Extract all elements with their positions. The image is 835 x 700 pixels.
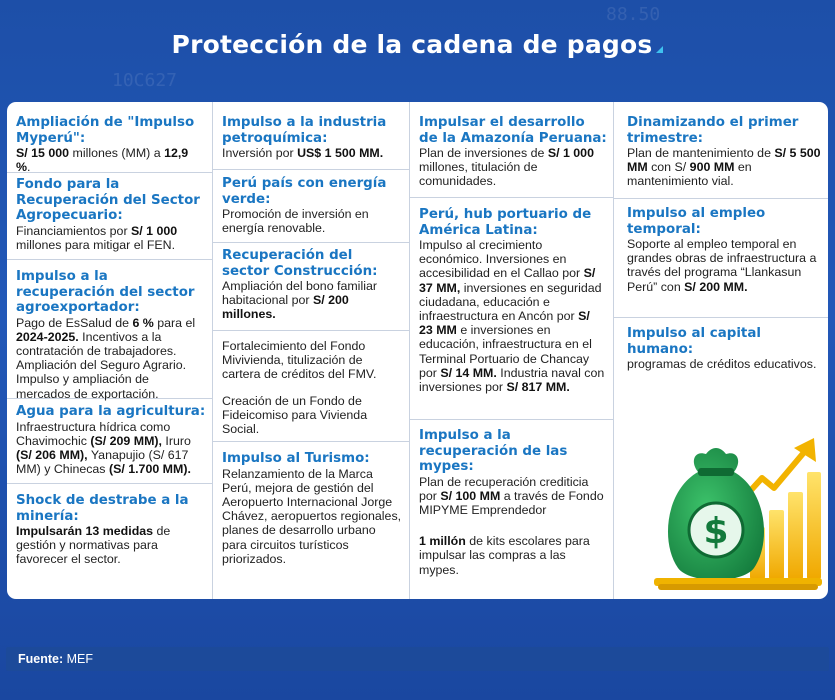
card-heading: Impulso a la industria petroquímica:: [222, 115, 387, 146]
column-2: [213, 102, 410, 599]
card-body: Plan de mantenimiento de S/ 5 500 MM con S/ 900 MM en mantenimiento vial.: [627, 146, 821, 189]
card-body: S/ 15 000 millones (MM) a 12,9 %.: [16, 146, 189, 175]
card-heading: Fondo para la Recuperación del Sector Agropecuario:: [16, 177, 200, 223]
card-fondo-mivivienda: [213, 332, 409, 442]
card-body: Inversión por US$ 1 500 MM.: [222, 146, 384, 160]
card-heading: Ampliación de "Impulso Myperú":: [16, 115, 195, 146]
card-heading: Impulso a la recuperación del sector agroexportador:: [16, 269, 195, 315]
card-body: Soporte al empleo temporal en grandes obras de infraestructura a través del programa “Llankasun Perú” con S/ 200 MM.: [627, 237, 817, 294]
card-body: Promoción de inversión en energía renovable.: [222, 207, 369, 236]
card-body: Infraestructura hídrica como Chavimochic (S/ 209 MM), Iruro (S/ 206 MM), Yanapujio (S/ 617 MM) y Chinecas (S/ 1.700 MM).: [16, 419, 191, 477]
money-bag-growth-illustration: [654, 432, 824, 592]
growth-bar: [769, 510, 784, 579]
card-impulso-myperu: [7, 115, 212, 173]
column-1: [7, 102, 213, 599]
card-body: programas de créditos educativos.: [627, 357, 817, 371]
triangle-accent-icon: [656, 46, 663, 53]
card-hub-portuario: [410, 199, 613, 420]
card-heading: Perú país con energía verde:: [222, 176, 387, 207]
card-heading: Impulso a la recuperación de las mypes:: [419, 428, 568, 474]
card-heading: Shock de destrabe a la minería:: [16, 493, 189, 524]
column-3: [410, 102, 614, 599]
card-mypes: [410, 421, 613, 591]
card-body: Plan de inversiones de S/ 1 000 millones, titulación de comunidades.: [419, 146, 594, 189]
source-footer: [6, 647, 829, 671]
source-text: Fuente: MEF: [18, 652, 94, 666]
card-amazonia: [410, 115, 613, 198]
card-body: Pago de EsSalud de 6 % para el 2024-2025. Incentivos a la contratación de trabajadores. Ampliación del Seguro Agrario. Impulso y ampliación de mercados de exportación.: [16, 315, 196, 401]
card-primer-trimestre: [614, 115, 828, 199]
card-body: Fortalecimiento del Fondo Mivivienda, titulización de cartera de créditos del FMV.: [222, 339, 377, 382]
column-4: [614, 102, 828, 599]
bag-tie: [698, 468, 734, 476]
coin-stack: [658, 584, 818, 590]
content-panel: [7, 102, 828, 599]
card-body: Relanzamiento de la Marca Perú, mejora de gestión del Aeropuerto Internacional Jorge Chávez, aeropuertos regionales, planes de desarrollo urbano para circuitos turísticos priorizados.: [222, 466, 402, 566]
card-body: Ampliación del bono familiar habitacional por S/ 200 millones.: [222, 279, 377, 322]
background-number: 10C627: [112, 70, 178, 91]
card-body: Plan de recuperación crediticia por S/ 100 MM a través de Fondo MIPYME Emprendedor: [419, 474, 604, 517]
card-capital-humano: [614, 319, 828, 399]
dollar-icon: $: [703, 511, 729, 552]
card-heading: Impulso al empleo temporal:: [627, 206, 766, 237]
card-agua-agricultura: [7, 400, 212, 484]
card-body: Impulso al crecimiento económico. Inversiones en accesibilidad en el Callao por S/ 37 MM, inversiones en seguridad ciudadana, educación e infraestructura en Ancón por S/ 23 MM e inversiones en educación, infraestructura en el Terminal Portuario de Chancay por S/ 14 MM. Industria naval con inversiones por S/ 817 MM.: [419, 238, 605, 395]
card-heading: Recuperación del sector Construcción:: [222, 248, 378, 279]
card-fondo-agropecuario: [7, 174, 212, 260]
background-number: 88.50: [606, 4, 661, 25]
growth-bar: [807, 472, 821, 579]
card-body-secondary: 1 millón de kits escolares para impulsar las compras a las mypes.: [419, 534, 590, 577]
page-title: Protección de la cadena de pagos: [0, 30, 835, 59]
card-empleo-temporal: [614, 200, 828, 318]
card-body-secondary: Creación de un Fondo de Fideicomiso para Vivienda Social.: [222, 393, 368, 437]
card-body: Impulsarán 13 medidas de gestión y normativas para favorecer el sector.: [16, 524, 171, 567]
card-heading: Impulsar el desarrollo de la Amazonía Peruana:: [419, 115, 607, 146]
card-construccion: [213, 244, 409, 331]
card-heading: Agua para la agricultura:: [16, 404, 206, 419]
card-heading: Impulso al capital humano:: [627, 326, 761, 357]
card-heading: Perú, hub portuario de América Latina:: [419, 207, 592, 238]
card-turismo: [213, 443, 409, 583]
card-shock-mineria: [7, 485, 212, 585]
card-heading: Dinamizando el primer trimestre:: [627, 115, 799, 146]
card-body: Financiamientos por S/ 1 000 millones para mitigar el FEN.: [16, 223, 178, 252]
card-energia-verde: [213, 171, 409, 243]
growth-bar: [788, 492, 803, 579]
card-heading: Impulso al Turismo:: [222, 451, 370, 466]
card-petroquimica: [213, 115, 409, 170]
card-agroexportador: [7, 261, 212, 399]
